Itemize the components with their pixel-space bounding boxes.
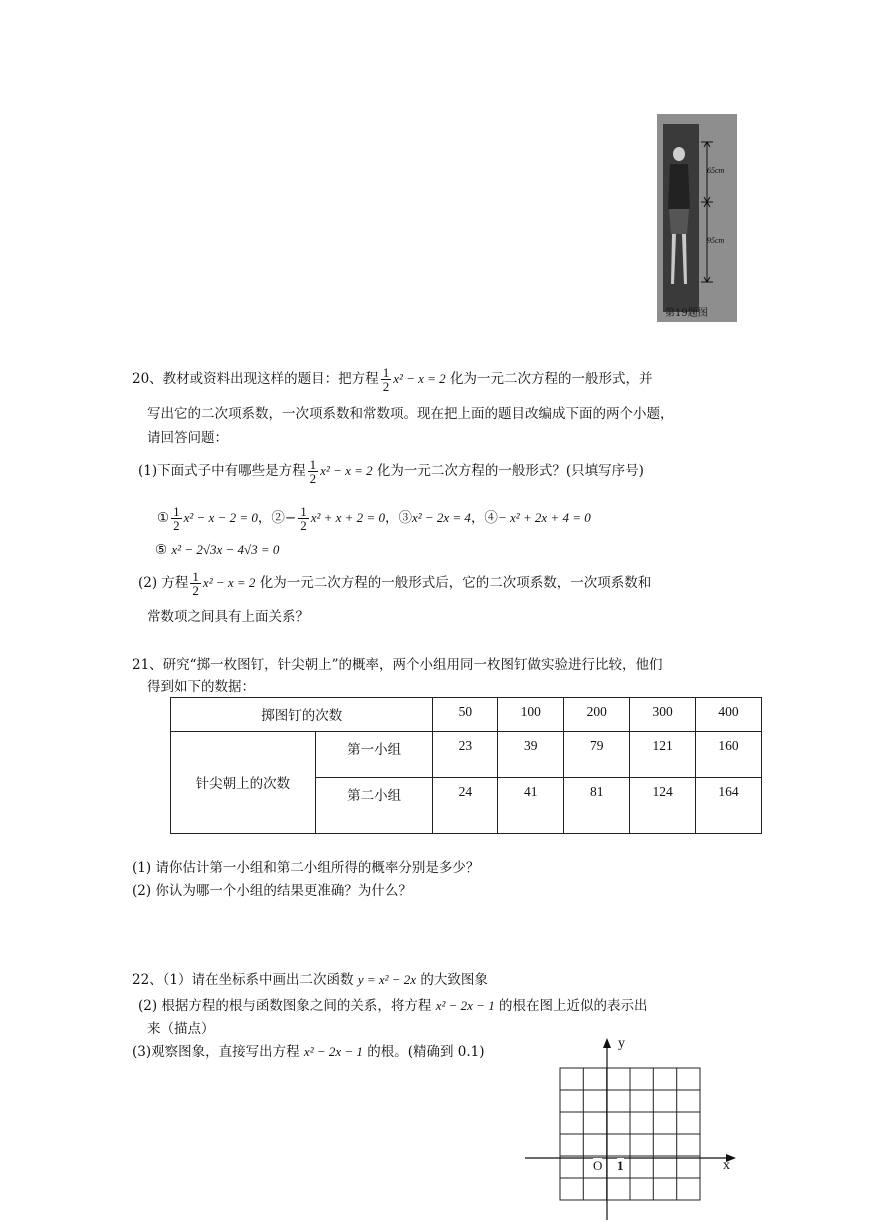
q22-part1-text: 22、（1）请在坐标系中画出二次函数 <box>132 972 354 988</box>
option-5-equation: x² − 2√3x − 4√3 = 0 <box>171 542 280 557</box>
q21-part1: (1) 请你估计第一小组和第二小组所得的概率分别是多少？ <box>132 860 480 876</box>
x-axis-label: x <box>723 1158 730 1173</box>
table-cell: 39 <box>498 732 564 778</box>
q20-line-2: 写出它的二次项系数，一次项系数和常数项。现在把上面的题目改编成下面的两个小题， <box>147 406 674 422</box>
y-axis-label: y <box>618 1036 625 1051</box>
fraction-one-half: $\frac{1}{2}$ <box>192 569 199 598</box>
q22-line-4 <box>132 1043 485 1061</box>
option-3-equation: x² − 2x = 4 <box>411 510 471 525</box>
q22-function: y = x² − 2x <box>357 972 417 987</box>
q22-line-3: 来（描点） <box>147 1021 215 1037</box>
q20-line-1 <box>132 366 652 393</box>
table-header-label: 掷图钉的次数 <box>171 698 433 732</box>
option-3-marker: ，③ <box>384 510 412 526</box>
q20-equation: x² − x = 2 <box>393 371 446 386</box>
y-axis-arrow <box>603 1038 611 1048</box>
q20-part2-text: (2) 方程 <box>138 575 189 591</box>
table-cell: 124 <box>630 778 696 834</box>
table-cell: 79 <box>564 732 630 778</box>
unit-label: 1 <box>617 1158 624 1173</box>
option-2-marker: ，② <box>257 510 285 526</box>
fraction-one-half: $\frac{1}{2}$ <box>309 457 317 486</box>
q22-line-1 <box>132 971 488 989</box>
q22-part1-text-2: 的大致图象 <box>420 972 488 988</box>
coordinate-grid-svg <box>520 1034 750 1224</box>
table-count-cell: 100 <box>498 698 564 732</box>
coordinate-grid <box>520 1034 750 1224</box>
q20-part2 <box>138 570 651 597</box>
option-4-equation: − x² + 2x + 4 = 0 <box>497 510 591 525</box>
table-cell: 160 <box>696 732 762 778</box>
q20-option-5 <box>155 541 279 559</box>
fraction-one-half: $\frac{1}{2}$ <box>382 365 390 394</box>
q22-part3-equation: x² − 2x − 1 <box>303 1044 363 1059</box>
grid-lines <box>560 1068 700 1200</box>
q22-line-2 <box>138 997 648 1015</box>
figure-photo-illustration <box>657 114 737 322</box>
q20-part1 <box>138 458 644 485</box>
origin-label: O <box>593 1158 603 1173</box>
table-count-cell: 400 <box>696 698 762 732</box>
fraction-one-half: $\frac{1}{2}$ <box>300 504 307 533</box>
table-cell: 24 <box>433 778 498 834</box>
q22-part2-text-2: 的根在图上近似的表示出 <box>499 998 648 1014</box>
q20-intro-text-2: 化为一元二次方程的一般形式，并 <box>449 371 653 387</box>
option-2-equation: x² + x + 2 = 0 <box>310 510 385 525</box>
q22-part3-text: (3)观察图象，直接写出方程 <box>132 1044 300 1060</box>
q20-intro-text: 20、教材或资料出现这样的题目：把方程 <box>132 371 379 387</box>
fraction-one-half: $\frac{1}{2}$ <box>173 504 180 533</box>
group-2-label: 第二小组 <box>315 778 433 834</box>
option-1-equation: x² − x − 2 = 0 <box>183 510 258 525</box>
q20-part1-text-2: 化为一元二次方程的一般形式？(只填写序号) <box>376 463 644 479</box>
measure-label-lower: 95cm <box>707 236 725 245</box>
option-4-marker: ，④ <box>470 510 498 526</box>
q20-part1-equation: x² − x = 2 <box>320 463 373 478</box>
q20-part2-text-2: 化为一元二次方程的一般形式后，它的二次项系数，一次项系数和 <box>259 575 652 591</box>
experiment-data-table <box>170 697 762 834</box>
photo-caption: 第19题图 <box>665 308 708 319</box>
option-1-marker: ① <box>157 510 170 526</box>
q22-part2-equation: x² − 2x − 1 <box>435 998 495 1013</box>
table-row-label: 针尖朝上的次数 <box>171 732 316 834</box>
option-5-marker: ⑤ <box>155 542 168 558</box>
q22-part3-text-2: 的根。(精确到 0.1) <box>367 1044 485 1060</box>
q20-options-row: ① $\frac{1}{2}$ x² − x − 2 = 0，②− $\frac{1}{2}$ x² + x + 2 = 0，③x² − 2x = 4，④− x² + 2x + 4 = 0 <box>157 504 591 533</box>
q20-part1-text: (1)下面式子中有哪些是方程 <box>138 463 306 479</box>
table-cell: 81 <box>564 778 630 834</box>
q20-part2-line-2: 常数项之间具有上面关系？ <box>147 609 309 625</box>
q21-line-2: 得到如下的数据： <box>147 679 255 695</box>
group-1-label: 第一小组 <box>315 732 433 778</box>
table-cell: 121 <box>630 732 696 778</box>
table-cell: 23 <box>433 732 498 778</box>
q21-part2: (2) 你认为哪一个小组的结果更准确？为什么？ <box>132 883 412 899</box>
table-cell: 164 <box>696 778 762 834</box>
q21-line-1: 21、研究“掷一枚图钉，针尖朝上”的概率，两个小组用同一枚图钉做实验进行比较，他们 <box>132 657 663 673</box>
table-count-cell: 50 <box>433 698 498 732</box>
question-19-photo <box>657 114 737 322</box>
q20-line-3: 请回答问题： <box>147 430 228 446</box>
table-row-group-1 <box>171 732 762 778</box>
table-count-cell: 300 <box>630 698 696 732</box>
table-header-row <box>171 698 762 732</box>
q22-part2-text: (2) 根据方程的根与函数图象之间的关系，将方程 <box>138 998 432 1014</box>
table-count-cell: 200 <box>564 698 630 732</box>
table-cell: 41 <box>498 778 564 834</box>
measure-label-upper: 65cm <box>707 166 725 175</box>
q20-part2-equation: x² − x = 2 <box>202 575 256 590</box>
